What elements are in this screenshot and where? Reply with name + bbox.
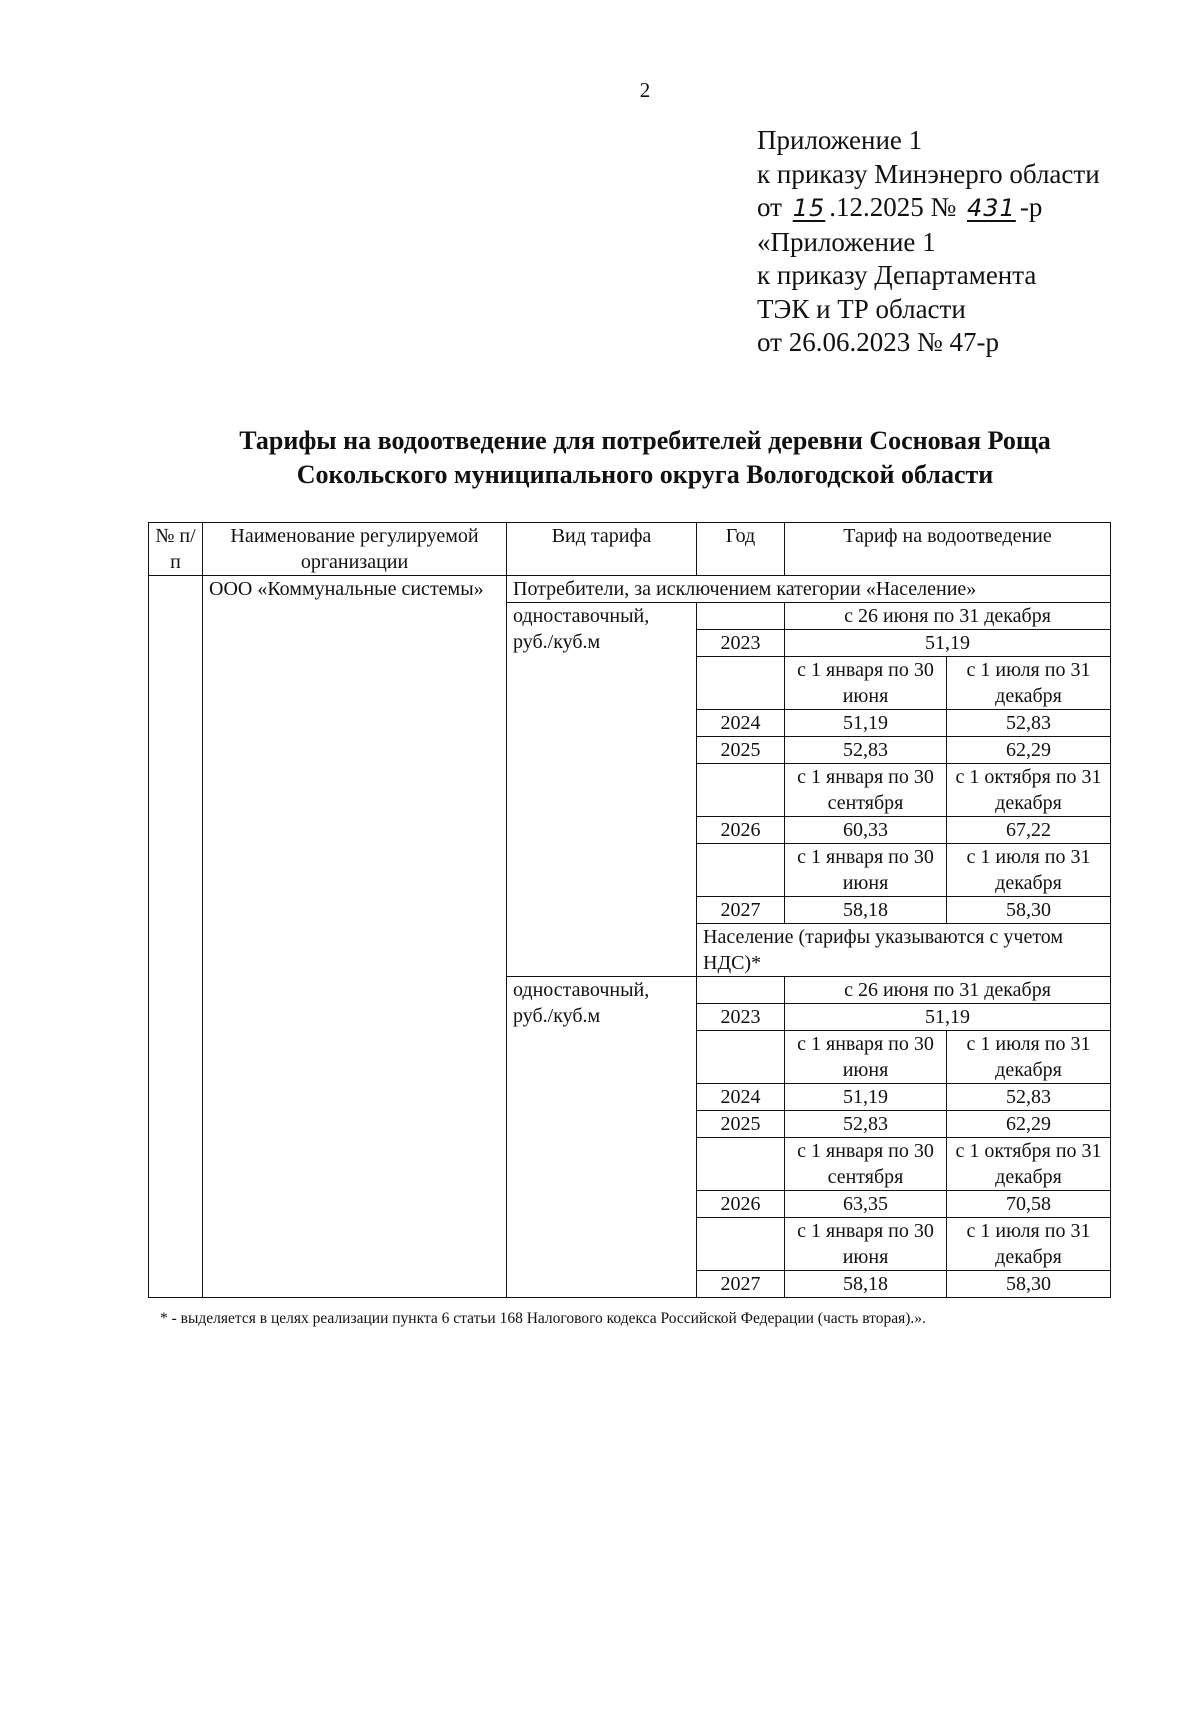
period-cell: с 1 июля по 31 декабря <box>947 657 1111 710</box>
period-cell: с 1 июля по 31 декабря <box>947 844 1111 897</box>
period-cell: с 1 июля по 31 декабря <box>947 1218 1111 1271</box>
year-cell: 2025 <box>697 737 785 764</box>
year-cell <box>697 1031 785 1084</box>
appendix-line: от 26.06.2023 № 47-р <box>757 327 999 357</box>
value-cell: 51,19 <box>785 1004 1111 1031</box>
value-cell: 58,18 <box>785 897 947 924</box>
appendix-order-line <box>757 191 1100 226</box>
table-header-row <box>149 523 1111 576</box>
value-cell: 70,58 <box>947 1191 1111 1218</box>
footnote: * - выделяется в целях реализации пункта 6 статьи 168 Налогового кодекса Российской Федерации (часть вторая).». <box>160 1310 926 1327</box>
title-line: Тарифы на водоотведение для потребителей деревни Сосновая Роща <box>239 426 1051 455</box>
value-cell: 52,83 <box>785 1111 947 1138</box>
period-cell: с 1 июля по 31 декабря <box>947 1031 1111 1084</box>
year-cell <box>697 1218 785 1271</box>
appendix-suffix: -р <box>1019 192 1043 222</box>
title-line: Сокольского муниципального округа Вологодской области <box>296 460 994 489</box>
appendix-prefix: от <box>757 192 789 222</box>
row-number-cell <box>149 576 203 1298</box>
tariff-table <box>148 522 1111 1298</box>
appendix-line: к приказу Департамента <box>757 260 1037 290</box>
appendix-block <box>757 124 1100 360</box>
year-cell: 2023 <box>697 630 785 657</box>
value-cell: 52,83 <box>947 710 1111 737</box>
value-cell: 58,18 <box>785 1271 947 1298</box>
appendix-line: Приложение 1 <box>757 125 923 155</box>
year-cell: 2024 <box>697 1084 785 1111</box>
header-year: Год <box>697 523 785 576</box>
year-cell <box>697 764 785 817</box>
year-cell: 2027 <box>697 897 785 924</box>
document-title <box>120 424 1170 492</box>
value-cell: 58,30 <box>947 1271 1111 1298</box>
value-cell: 60,33 <box>785 817 947 844</box>
handwritten-number: 431 <box>967 194 1016 222</box>
header-type: Вид тарифа <box>507 523 697 576</box>
handwritten-day: 15 <box>792 194 826 222</box>
tariff-type-cell: одноставочный, руб./куб.м <box>507 977 697 1298</box>
year-cell <box>697 657 785 710</box>
period-cell: с 1 января по 30 июня <box>785 844 947 897</box>
value-cell: 58,30 <box>947 897 1111 924</box>
year-cell: 2025 <box>697 1111 785 1138</box>
value-cell: 62,29 <box>947 1111 1111 1138</box>
period-cell: с 1 октября по 31 декабря <box>947 1138 1111 1191</box>
header-tariff: Тариф на водоотведение <box>785 523 1111 576</box>
period-cell: с 1 января по 30 июня <box>785 657 947 710</box>
year-cell <box>697 1138 785 1191</box>
year-cell: 2026 <box>697 1191 785 1218</box>
value-cell: 51,19 <box>785 710 947 737</box>
period-cell: с 1 января по 30 июня <box>785 1218 947 1271</box>
appendix-date: .12.2025 № <box>829 192 964 222</box>
year-cell <box>697 603 785 630</box>
period-cell: с 1 января по 30 сентября <box>785 764 947 817</box>
group-label: Потребители, за исключением категории «Население» <box>507 576 1111 603</box>
tariff-type-cell: одноставочный, руб./куб.м <box>507 603 697 977</box>
org-name-cell: ООО «Коммунальные системы» <box>203 576 507 1298</box>
value-cell: 51,19 <box>785 630 1111 657</box>
appendix-line: к приказу Минэнерго области <box>757 158 1100 189</box>
period-cell: с 26 июня по 31 декабря <box>785 603 1111 630</box>
year-cell <box>697 844 785 897</box>
value-cell: 52,83 <box>785 737 947 764</box>
value-cell: 67,22 <box>947 817 1111 844</box>
value-cell: 63,35 <box>785 1191 947 1218</box>
period-cell: с 26 июня по 31 декабря <box>785 977 1111 1004</box>
value-cell: 51,19 <box>785 1084 947 1111</box>
year-cell: 2024 <box>697 710 785 737</box>
year-cell: 2023 <box>697 1004 785 1031</box>
year-cell <box>697 977 785 1004</box>
period-cell: с 1 января по 30 сентября <box>785 1138 947 1191</box>
header-num: № п/п <box>149 523 203 576</box>
table-row <box>149 576 1111 603</box>
group-label: Население (тарифы указываются с учетом НДС)* <box>697 924 1111 977</box>
appendix-line: «Приложение 1 <box>757 226 936 257</box>
period-cell: с 1 октября по 31 декабря <box>947 764 1111 817</box>
year-cell: 2026 <box>697 817 785 844</box>
appendix-line: ТЭК и ТР области <box>757 293 966 324</box>
value-cell: 62,29 <box>947 737 1111 764</box>
year-cell: 2027 <box>697 1271 785 1298</box>
page-number: 2 <box>639 78 651 102</box>
header-org: Наименование регулируемой организации <box>203 523 507 576</box>
value-cell: 52,83 <box>947 1084 1111 1111</box>
period-cell: с 1 января по 30 июня <box>785 1031 947 1084</box>
